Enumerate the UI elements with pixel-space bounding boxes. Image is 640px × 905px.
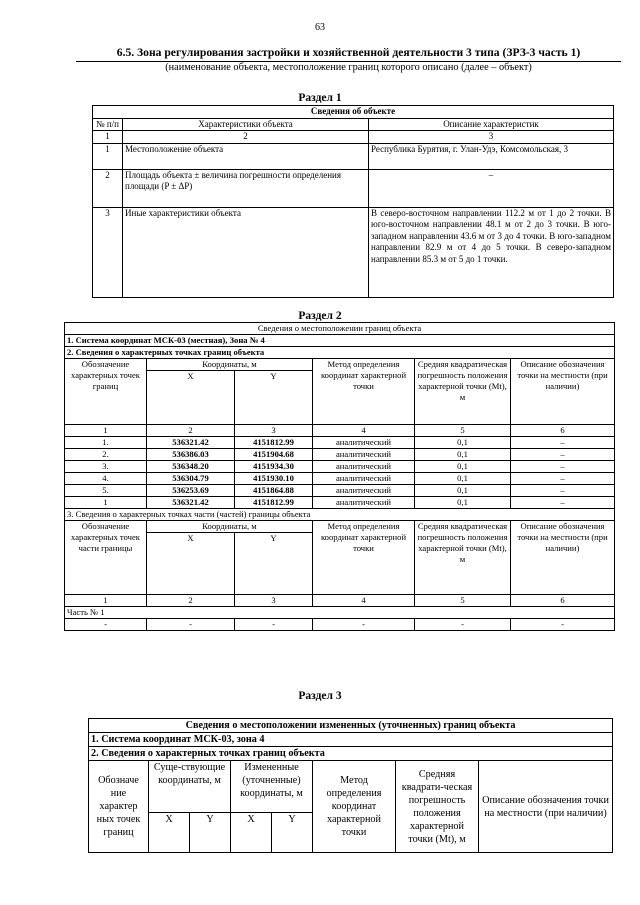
page-number: 63 <box>315 22 325 33</box>
coordinate-system: 1. Система координат МСК-03, зона 4 <box>89 733 613 747</box>
col-header-characteristic: Характеристики объекта <box>123 118 369 131</box>
col-header-coords: Координаты, м <box>147 359 313 371</box>
col-header-x: X <box>147 371 235 425</box>
row-description: – <box>369 169 614 207</box>
point-x: 536321.42 <box>147 437 235 449</box>
point-mt: 0,1 <box>415 485 511 497</box>
table-row <box>93 207 614 297</box>
col-header-y: Y <box>272 813 313 853</box>
row-description: Республика Бурятия, г. Улан-Удэ, Комсомольская, 3 <box>369 143 614 169</box>
table-title: Сведения об объекте <box>93 106 614 119</box>
parts-title: 3. Сведения о характерных точках части (частей) границы объекта <box>65 509 615 521</box>
col-header-y: Y <box>235 371 313 425</box>
section-2-title: Раздел 2 <box>298 310 342 322</box>
row-characteristic: Площадь объекта ± величина погрешности определения площади (P ± ΔP) <box>123 169 369 207</box>
point-mt: 0,1 <box>415 461 511 473</box>
part-cell: - <box>313 619 415 631</box>
row-description: В северо-восточном направлении 112.2 м от 1 до 2 точки. В юго-восточном направлении 48.1 м от 2 до 3 точки. В юго-западном направлении 43.6 м от 3 до 4 точки. В юго-западном направлении 82.9 м от 4 до 5 точки. В северо-западном направлении 85.3 м от 5 до 1 точки. <box>369 207 614 297</box>
col-header-method: Метод определения координат характерной точки <box>313 761 396 853</box>
col-header-y: Y <box>235 533 313 595</box>
col-number: 3 <box>235 595 313 607</box>
boundary-table <box>64 322 615 631</box>
section-3-title: Раздел 3 <box>298 690 342 702</box>
object-info-table <box>92 105 614 298</box>
point-method: аналитический <box>313 461 415 473</box>
point-id: 4. <box>65 473 147 485</box>
row-num: 2 <box>93 169 123 207</box>
point-mt: 0,1 <box>415 473 511 485</box>
point-x: 536253.69 <box>147 485 235 497</box>
point-method: аналитический <box>313 473 415 485</box>
col-header-method: Метод определения координат характерной точки <box>313 521 415 595</box>
part-cell: - <box>147 619 235 631</box>
point-x: 536348.20 <box>147 461 235 473</box>
col-number: 6 <box>511 595 615 607</box>
point-id: 3. <box>65 461 147 473</box>
object-heading: 6.5. Зона регулирования застройки и хозяйственной деятельности 3 типа (ЗРЗ-3 часть 1) <box>116 46 581 59</box>
table-row <box>65 449 615 461</box>
col-number: 2 <box>147 595 235 607</box>
coordinate-system: 1. Система координат МСК-03 (местная), Зона № 4 <box>65 335 615 347</box>
col-header-x: X <box>231 813 272 853</box>
point-x: 536304.79 <box>147 473 235 485</box>
col-number: 1 <box>65 425 147 437</box>
col-header-num: № п/п <box>93 118 123 131</box>
col-header-method: Метод определения координат характерной точки <box>313 359 415 425</box>
col-number: 2 <box>147 425 235 437</box>
col-header-x: X <box>149 813 190 853</box>
col-header-description: Описание обозначения точки на местности (при наличии) <box>479 761 613 853</box>
part-cell: - <box>415 619 511 631</box>
point-method: аналитический <box>313 485 415 497</box>
row-num: 3 <box>93 207 123 297</box>
point-id: 5. <box>65 485 147 497</box>
table-title: Сведения о местоположении границ объекта <box>65 323 615 335</box>
point-method: аналитический <box>313 497 415 509</box>
col-number: 4 <box>313 425 415 437</box>
col-header-error: Средняя квадратическая погрешность положения характерной точки (Mt), м <box>415 359 511 425</box>
table-row <box>65 461 615 473</box>
row-num: 1 <box>93 143 123 169</box>
col-number: 1 <box>93 131 123 144</box>
table-row <box>93 169 614 207</box>
point-y: 4151812.99 <box>235 497 313 509</box>
points-title: 2. Сведения о характерных точках границ объекта <box>89 747 613 761</box>
section-1-title: Раздел 1 <box>298 92 342 104</box>
part-cell: - <box>65 619 147 631</box>
point-method: аналитический <box>313 449 415 461</box>
table-row <box>65 619 615 631</box>
point-id: 2. <box>65 449 147 461</box>
point-method: аналитический <box>313 437 415 449</box>
point-mt: 0,1 <box>415 449 511 461</box>
point-x: 536386.03 <box>147 449 235 461</box>
part-label: Часть № 1 <box>65 607 615 619</box>
table-title: Сведения о местоположении измененных (уточненных) границ объекта <box>89 719 613 733</box>
object-subtitle: (наименование объекта, местоположение границ которого описано (далее – объект) <box>165 62 532 73</box>
changed-boundary-table <box>88 718 613 853</box>
point-y: 4151864.88 <box>235 485 313 497</box>
point-desc: – <box>511 473 615 485</box>
col-header-designation: Обозначе ние характер ных точек границ <box>89 761 149 853</box>
col-header-description: Описание обозначения точки на местности (при наличии) <box>511 521 615 595</box>
col-number: 1 <box>65 595 147 607</box>
col-header-coords: Координаты, м <box>147 521 313 533</box>
point-desc: – <box>511 437 615 449</box>
col-header-designation: Обозначение характерных точек границ <box>65 359 147 425</box>
table-row <box>65 437 615 449</box>
col-number: 3 <box>235 425 313 437</box>
point-id: 1 <box>65 497 147 509</box>
col-number: 5 <box>415 425 511 437</box>
col-header-existing: Суще-ствующие координаты, м <box>149 761 231 813</box>
point-desc: – <box>511 497 615 509</box>
col-header-error: Средняя квадратическая погрешность положения характерной точки (Mt), м <box>415 521 511 595</box>
table-row <box>65 473 615 485</box>
part-cell: - <box>235 619 313 631</box>
point-desc: – <box>511 485 615 497</box>
point-x: 536321.42 <box>147 497 235 509</box>
col-header-changed: Измененные (уточненные) координаты, м <box>231 761 313 813</box>
col-header-description: Описание обозначения точки на местности (при наличии) <box>511 359 615 425</box>
col-number: 3 <box>369 131 614 144</box>
row-characteristic: Местоположение объекта <box>123 143 369 169</box>
col-number: 2 <box>123 131 369 144</box>
point-desc: – <box>511 449 615 461</box>
col-number: 4 <box>313 595 415 607</box>
point-mt: 0,1 <box>415 497 511 509</box>
points-title: 2. Сведения о характерных точках границ объекта <box>65 347 615 359</box>
point-y: 4151904.68 <box>235 449 313 461</box>
col-number: 6 <box>511 425 615 437</box>
point-y: 4151930.10 <box>235 473 313 485</box>
col-header-description: Описание характеристик <box>369 118 614 131</box>
point-id: 1. <box>65 437 147 449</box>
col-header-y: Y <box>190 813 231 853</box>
table-row <box>65 497 615 509</box>
col-header-designation: Обозначение характерных точек части границы <box>65 521 147 595</box>
table-row <box>65 485 615 497</box>
point-mt: 0,1 <box>415 437 511 449</box>
point-y: 4151934.30 <box>235 461 313 473</box>
part-cell: - <box>511 619 615 631</box>
col-header-error: Средняя квадрати-ческая погрешность положения характерной точки (Mt), м <box>396 761 479 853</box>
point-y: 4151812.99 <box>235 437 313 449</box>
row-characteristic: Иные характеристики объекта <box>123 207 369 297</box>
table-row <box>93 143 614 169</box>
col-number: 5 <box>415 595 511 607</box>
point-desc: – <box>511 461 615 473</box>
col-header-x: X <box>147 533 235 595</box>
